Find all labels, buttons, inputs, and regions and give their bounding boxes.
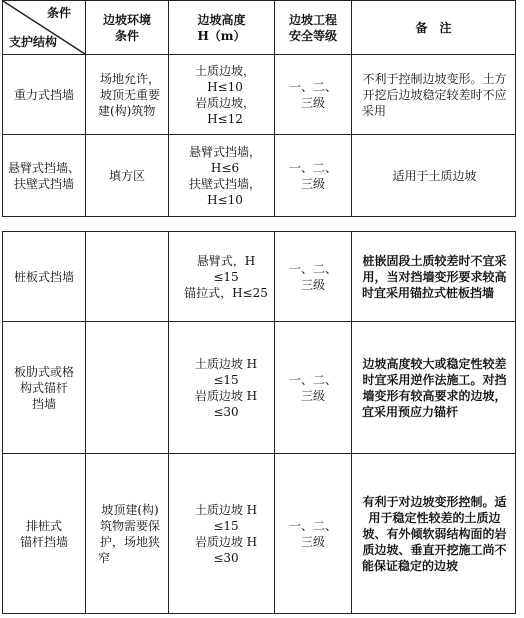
slope-height: 土质边坡 H ≤15 岩质边坡 H ≤30 [169, 322, 275, 454]
safety-grade: 一、二、 三级 [275, 454, 352, 614]
page-break-gap [3, 217, 516, 232]
header-env: 边坡环境 条件 [86, 1, 169, 55]
header-grade: 边坡工程 安全等级 [275, 1, 352, 55]
support-structure-table [2, 0, 516, 614]
structure-name: 悬臂式挡墙、 扶壁式挡墙 [3, 135, 86, 217]
remark: 适用于土质边坡 [352, 135, 516, 217]
corner-bottom-label: 支护结构 [9, 35, 58, 49]
header-row [3, 1, 516, 55]
env-condition: 坡顶建(构)筑物需要保护，场地狭窄 [86, 454, 169, 614]
env-condition [86, 322, 169, 454]
remark: 桩嵌固段土质较差时不宜采用，当对挡墙变形要求较高时宜采用锚拉式桩板挡墙 [352, 232, 516, 322]
slope-height: 土质边坡，H≤10 岩质边坡，H≤12 [169, 55, 275, 135]
table-row [3, 454, 516, 614]
safety-grade: 一、二、 三级 [275, 232, 352, 322]
table-row [3, 55, 516, 135]
remark: 有利于对边坡变形控制。适用于稳定性较差的土质边坡、有外倾软弱结构面的岩质边坡、垂直开挖施工尚不能保证稳定的边坡 [352, 454, 516, 614]
structure-name: 重力式挡墙 [3, 55, 86, 135]
header-height: 边坡高度 H（m） [169, 1, 275, 55]
slope-height: 土质边坡 H ≤15 岩质边坡 H ≤30 [169, 454, 275, 614]
env-condition: 填方区 [86, 135, 169, 217]
safety-grade: 一、二、 三级 [275, 135, 352, 217]
table-row [3, 322, 516, 454]
table-row [3, 232, 516, 322]
safety-grade: 一、二、 三级 [275, 55, 352, 135]
slope-height: 悬臂式挡墙， H≤6 扶壁式挡墙， H≤10 [169, 135, 275, 217]
corner-top-label: 条件 [46, 6, 71, 20]
table-row [3, 135, 516, 217]
remark: 不利于控制边坡变形。土方开挖后边坡稳定较差时不应采用 [352, 55, 516, 135]
structure-name: 桩板式挡墙 [3, 232, 86, 322]
header-note: 备 注 [352, 1, 516, 55]
structure-name: 排桩式 锚杆挡墙 [3, 454, 86, 614]
slope-height: 悬臂式，H ≤15 锚拉式，H≤25 [169, 232, 275, 322]
env-condition: 场地允许，坡顶无重要建(构)筑物 [86, 55, 169, 135]
corner-header-cell [3, 1, 86, 55]
structure-name: 板肋式或格 构式锚杆 挡墙 [3, 322, 86, 454]
safety-grade: 一、二、 三级 [275, 322, 352, 454]
env-condition [86, 232, 169, 322]
remark: 边坡高度较大或稳定性较差时宜采用逆作法施工。对挡墙变形有较高要求的边坡，宜采用预应力锚杆 [352, 322, 516, 454]
